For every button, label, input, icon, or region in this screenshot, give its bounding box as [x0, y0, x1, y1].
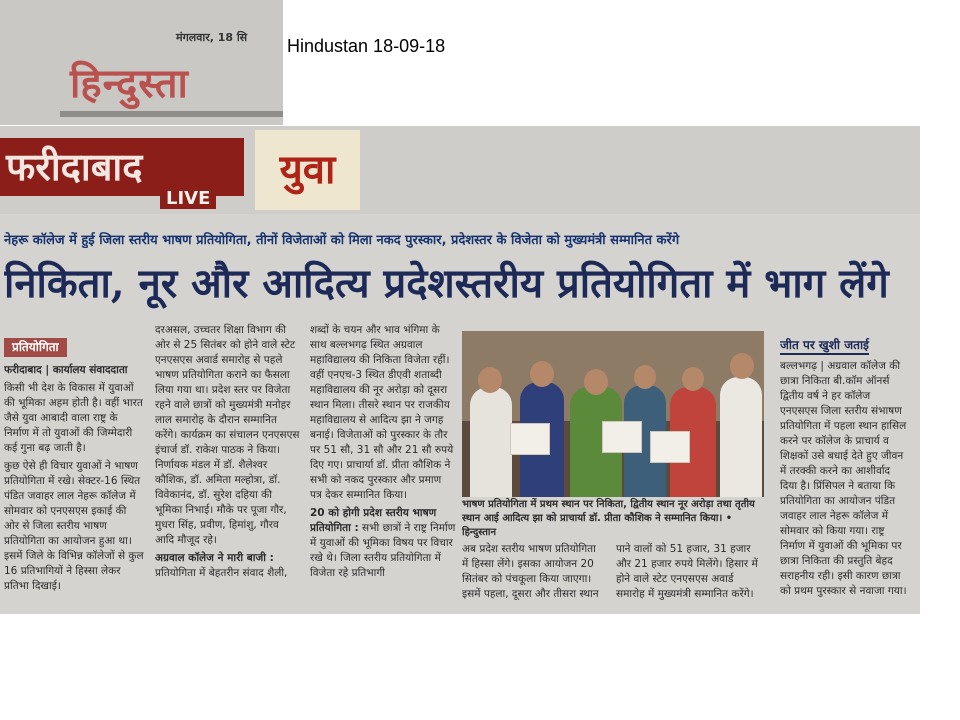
- subheading: 20 को होगी प्रदेश स्तरीय भाषण प्रतियोगिता :: [310, 507, 437, 534]
- live-label: LIVE: [160, 188, 216, 209]
- person-head: [478, 367, 502, 393]
- sidebar-story: [780, 338, 910, 614]
- paragraph: कुछ ऐसे ही विचार युवाओं ने भाषण प्रतियोगिता में रखे। सेक्टर-16 स्थित पंडित जवाहर लाल नेहरू कॉलेज में सोमवार को एनएसएस इकाई की ओर से जिला स्तरीय भाषण प्रतियोगिता का आयोजन हुआ था। इसमें जिले के विभिन्न कॉलेजों से कुल 16 प्रतिभागियों ने हिस्सा लेकर प्रतिभा दिखाई।: [4, 460, 144, 592]
- person-head: [730, 353, 754, 379]
- city-label: फरीदाबाद: [0, 138, 244, 196]
- paragraph: अब प्रदेश स्तरीय भाषण प्रतियोगिता में हिस्सा लेंगे। इसका आयोजन 20 सितंबर को पंचकूला किया जाएगा। इसमें पहला, दूसरा और तीसरा स्थान: [462, 543, 599, 600]
- newspaper-clipping: [0, 126, 920, 614]
- paragraph: बल्लभगढ़ | अग्रवाल कॉलेज की छात्रा निकिता बी.कॉम ऑनर्स द्वितीय वर्ष ने हर कॉलेज एनएसएस जिला स्तरीय संभाषण प्रतियोगिता में पहला स्थान हासिल करने पर कॉलेज के प्राचार्य व शिक्षकों उसे बधाई देते हुए जीवन में तरक्की करने का आशीर्वाद दिया है। प्रिंसिपल ने बताया कि प्रतियोगिता का आयोजन पंडित जवाहर लाल नेहरू कॉलेज में सोमवार को किया गया। राष्ट्र निर्माण में युवाओं की भूमिका पर छात्रा निकिता की प्रस्तुति बेहद सराहनीय रही। इसी कारण छात्रा को प्रथम पुरस्कार से नवाजा गया।: [780, 360, 907, 597]
- masthead-rule: [60, 111, 283, 117]
- article-column-3: [310, 323, 456, 613]
- paragraph: शब्दों के चयन और भाव भंगिमा के साथ बल्लभगढ़ स्थित अग्रवाल महाविद्यालय की निकिता विजेता रहीं। वहीं एनएच-3 स्थित डीएवी शताब्दी महाविद्यालय की नूर अरोड़ा को दूसरा स्थान मिला। तीसरे स्थान पर राजकीय महाविद्यालय से आदित्य झा ने जगह बनाई। विजेताओं को पुरस्कार के तौर पर 51 सौ, 31 सौ और 21 सौ रुपये दिए गए। प्राचार्या डॉ. प्रीता कौशिक ने सभी को नकद पुरस्कार और प्रमाण पत्र देकर सम्मानित किया।: [310, 324, 454, 501]
- byline: फरीदाबाद | कार्यालय संवाददाता: [4, 364, 128, 376]
- person-head: [682, 367, 704, 391]
- overline: नेहरू कॉलेज में हुई जिला स्तरीय भाषण प्रतियोगिता, तीनों विजेताओं को मिला नकद पुरस्कार, प्रदेशस्तर के विजेता को मुख्यमंत्री सम्मानित करेंगे: [4, 233, 680, 248]
- person-head: [530, 361, 554, 387]
- person-head: [634, 365, 656, 389]
- newspaper-masthead: [0, 0, 283, 125]
- article-column-5: [616, 542, 764, 612]
- sidebar-heading: जीत पर खुशी जताई: [780, 338, 869, 355]
- section-tag: प्रतियोगिता: [4, 338, 67, 357]
- winners-photo: [462, 331, 764, 497]
- section-label: युवा: [255, 130, 360, 210]
- headline: निकिता, नूर और आदित्य प्रदेशस्तरीय प्रतियोगिता में भाग लेंगे: [4, 260, 889, 307]
- masthead-date: मंगलवार, 18 सि: [176, 31, 248, 44]
- section-banner: [0, 126, 920, 214]
- masthead-title: हिन्दुस्ता: [70, 60, 189, 107]
- person-head: [584, 369, 608, 395]
- paragraph: सभी छात्रों ने राष्ट्र निर्माण में युवाओं की भूमिका विषय पर विचार रखे थे। जिला स्तरीय प्रतियोगिता में विजेता रहे प्रतिभागी: [310, 522, 456, 579]
- paragraph: दरअसल, उच्चतर शिक्षा विभाग की ओर से 25 सितंबर को होने वाले स्टेट एनएसएस अवार्ड समारोह से पहले भाषण प्रतियोगिता कराने का फैसला लिया गया था। प्रदेश स्तर पर विजेता रहने वाले छात्रों को मुख्यमंत्री मनोहर लाल समारोह के दौरान सम्मानित करेंगे। कार्यक्रम का संचालन एनएसएस इंचार्ज डॉ. राकेश पाठक ने किया। निर्णायक मंडल में डॉ. शैलेश्वर कौशिक, डॉ. अमिता मल्होत्रा, डॉ. विवेकानंद, डॉ. सुरेश दहिया की भूमिका निभाई। मौके पर पूजा गौर, मुधरा सिंह, प्रवीण, हिमांशु, गौरव आदि मौजूद रहे।: [155, 324, 300, 546]
- certificate: [602, 421, 642, 453]
- article-column-1: [4, 338, 144, 614]
- photo-caption: भाषण प्रतियोगिता में प्रथम स्थान पर निकिता, द्वितीय स्थान नूर अरोड़ा तथा तृतीय स्थान आई आदित्य झा को प्राचार्या डॉ. प्रीता कौशिक ने सम्मानित किया। • हिन्दुस्तान: [462, 499, 755, 538]
- subheading: अग्रवाल कॉलेज ने मारी बाजी :: [155, 552, 274, 564]
- certificate: [650, 431, 690, 463]
- person-figure: [470, 387, 512, 497]
- article-column-4: [462, 542, 602, 612]
- certificate: [510, 423, 550, 455]
- article-column-2: [155, 323, 301, 613]
- paragraph: पाने वालों को 51 हजार, 31 हजार और 21 हजार रुपये मिलेंगे। हिसार में होने वाले स्टेट एनएसएस अवार्ड समारोह में मुख्यमंत्री सम्मानित करेंगे।: [616, 543, 758, 600]
- person-figure: [720, 377, 762, 497]
- clipping-caption: Hindustan 18-09-18: [287, 36, 446, 56]
- paragraph: किसी भी देश के विकास में युवाओं की भूमिका अहम होती है। वहीं भारत जैसे युवा आबादी वाला राष्ट्र के निर्माण में तो युवाओं की जिम्मेदारी कई गुना बढ़ जाती है।: [4, 382, 143, 454]
- paragraph: प्रतियोगिता में बेहतरीन संवाद शैली,: [155, 567, 288, 579]
